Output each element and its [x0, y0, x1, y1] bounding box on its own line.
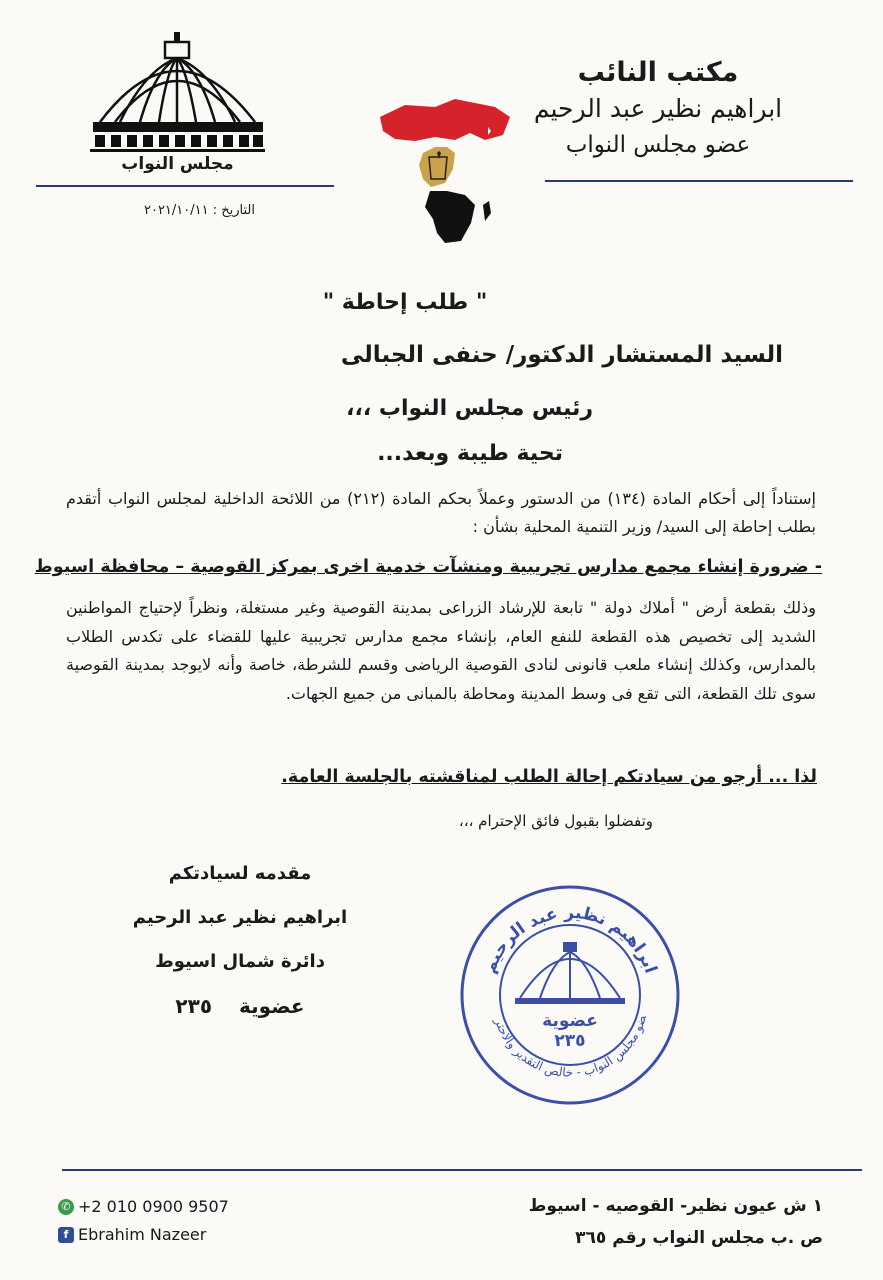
closing-line: وتفضلوا بقبول فائق الإحترام ،،،: [458, 812, 653, 830]
signatory-district: دائرة شمال اسيوط: [155, 951, 325, 972]
deputy-role: عضو مجلس النواب: [565, 132, 751, 158]
address-line-2: ص .ب مجلس النواب رقم ٣٦٥: [575, 1228, 823, 1248]
addressee-title: رئيس مجلس النواب ،،،: [346, 396, 593, 421]
office-title: مكتب النائب: [577, 57, 739, 88]
signature-block: [130, 852, 350, 1028]
deputy-name: ابراهيم نظير عبد الرحيم: [533, 94, 783, 123]
facebook-name: Ebrahim Nazeer: [78, 1225, 207, 1244]
phone-number: +2 010 0900 9507: [78, 1197, 229, 1216]
phone-row: [58, 1193, 318, 1221]
whatsapp-icon: ✆: [58, 1199, 74, 1215]
header-divider-left: [36, 185, 334, 187]
stamp-inner-top: عضوية: [542, 1011, 598, 1031]
body-paragraph: وذلك بقطعة أرض " أملاك دولة " تابعة للإرشاد الزراعى بمدينة القوصية وغير مستغلة، ونظراً لإحتياج المواطنين الشديد إلى تخصيص هذه القطعة للنفع العام، بإنشاء مجمع مدارس تجريبية عليها للقضاء على تكدس الطلاب بالمدارس، وكذلك إنشاء ملعب قانونى لنادى القوصية الرياضى وقسم للشرطة، خاصة وأنه لايوجد بمدينة القوصية سوى تلك القطعة، التى تقع فى وسط المدينة ومحاطة بالمبانى من جميع الجهات.: [66, 598, 816, 703]
office-header: [528, 55, 788, 163]
header-divider-right: [545, 180, 853, 182]
logo-label: مجلس النواب: [121, 154, 234, 174]
document-title: " طلب إحاطة ": [322, 290, 488, 315]
footer-divider: [62, 1169, 862, 1171]
stamp-inner-number: ٢٣٥: [554, 1031, 586, 1051]
signatory-name: ابراهيم نظير عبد الرحيم: [132, 907, 348, 928]
stamp-bottom-text: ضو مجلس النواب - خالص التقدير والاحترام: [492, 1013, 649, 1080]
presented-by: مقدمه لسيادتكم: [168, 863, 312, 884]
addressee: السيد المستشار الدكتور/ حنفى الجبالى: [340, 342, 783, 368]
facebook-row: [58, 1221, 318, 1249]
official-stamp: [455, 880, 685, 1110]
request-line: لذا ... أرجو من سيادتكم إحالة الطلب لمناقشته بالجلسة العامة.: [281, 767, 817, 787]
stamp-outer-text: ابراهيم نظير عبد الرحيم: [479, 902, 661, 977]
footer-address: [503, 1190, 823, 1254]
parliament-logo: [85, 30, 270, 180]
map-eagle-icon: [375, 95, 515, 245]
letter-date: التاريخ : ٢٠٢١/١٠/١١: [143, 203, 255, 218]
arab-world-map-emblem: [375, 95, 515, 245]
request-subject: - ضرورة إنشاء مجمع مدارس تجريبية ومنشآت خدمية اخرى بمركز القوصية – محافظة اسيوط: [34, 557, 822, 577]
facebook-icon: f: [58, 1227, 74, 1243]
greeting: تحية طيبة وبعد...: [377, 441, 563, 466]
address-line-1: ١ ش عيون نظير- القوصيه - اسيوط: [528, 1196, 823, 1216]
footer-contacts: [58, 1193, 318, 1249]
intro-paragraph: إستناداً إلى أحكام المادة (١٣٤) من الدستور وعملاً بحكم المادة (٢١٢) من اللائحة الداخلية لمجلس النواب أتقدم بطلب إحاطة إلى السيد/ وزير التنمية المحلية بشأن :: [66, 489, 817, 536]
stamp-seal-icon: [455, 880, 685, 1110]
signatory-membership: عضوية ٢٣٥: [175, 994, 305, 1018]
